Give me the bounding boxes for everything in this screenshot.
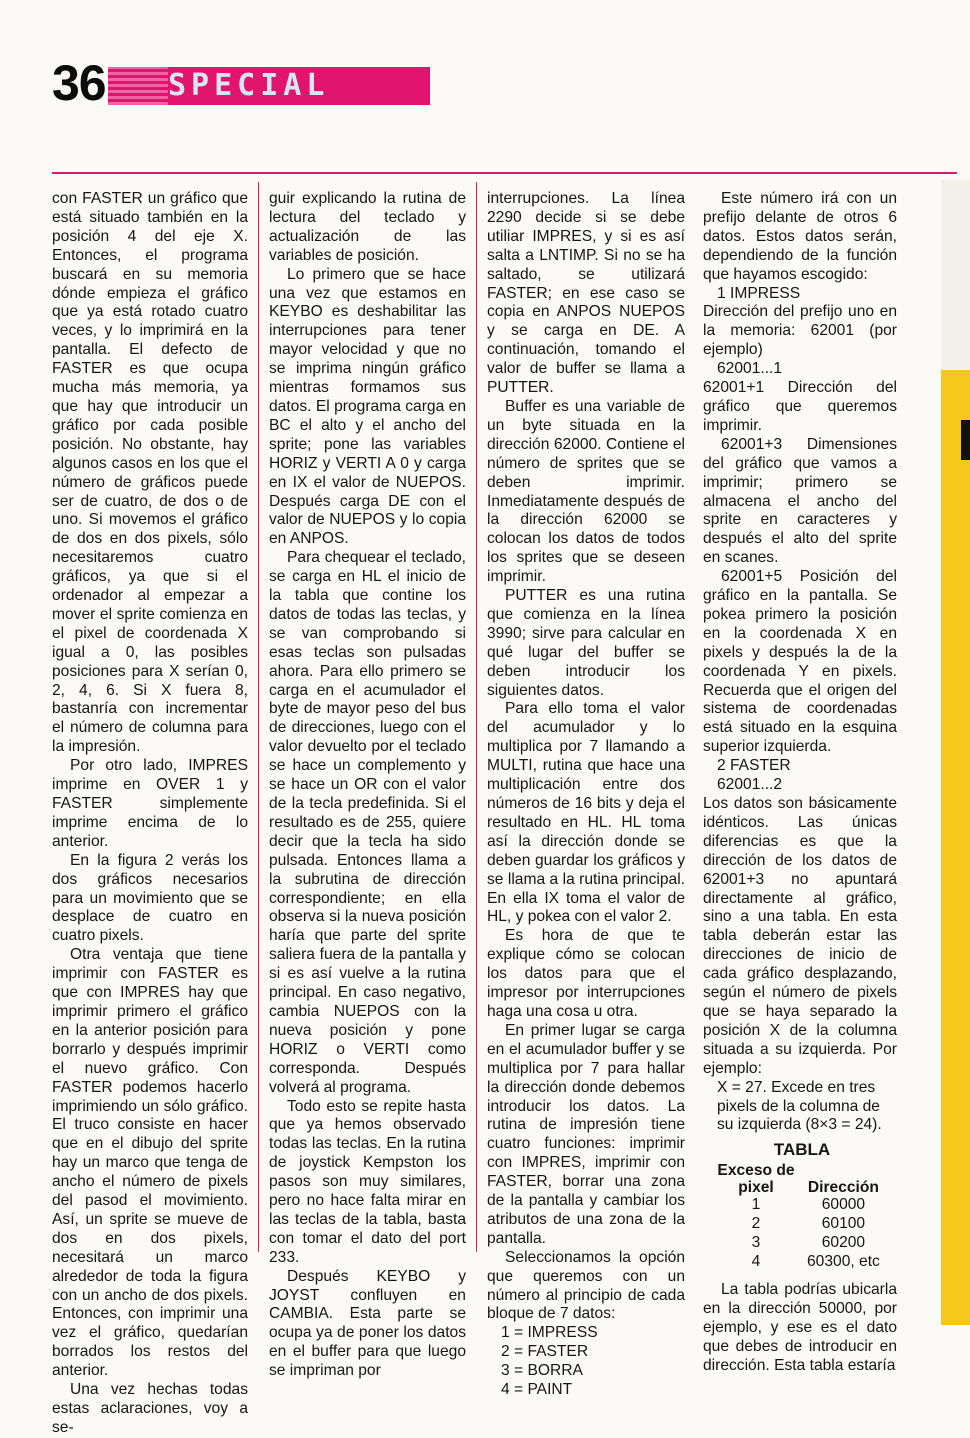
example-line: X = 27. Excede en tres pixels de la columna de su izquierda (8×3 = 24).	[717, 1078, 882, 1134]
paragraph: Para ello toma el valor del acumulador y lo multiplica por 7 llamando a MULTI, rutina que hace una multiplicación entre dos números de 16 bits y deja el resultado en HL. HL toma así la dirección donde se deben guardar los gráficos y se llama a la rutina principal. En ella IX toma el valor de HL, y pokea con el valor 2.	[487, 700, 685, 926]
paragraph: 62001+3 Dimensiones del gráfico que vamos a imprimir; primero se almacena el ancho del sprite en caracteres y después el alto del sprite en scanes.	[703, 435, 897, 567]
option-item: 3 = BORRA	[501, 1362, 583, 1380]
table-row	[717, 1234, 892, 1253]
table-header: Dirección	[807, 1179, 879, 1197]
option-item: 1 = IMPRESS	[501, 1324, 598, 1342]
header-rule	[52, 172, 957, 174]
paragraph: Dirección del prefijo uno en la memoria: 62001 (por ejemplo)	[703, 303, 897, 359]
article-column-4	[703, 190, 897, 1376]
table-cell: 60200	[821, 1233, 866, 1251]
adjacent-page-edge	[941, 180, 970, 1325]
table-header-row	[717, 1162, 892, 1196]
function-heading: 1 IMPRESS	[717, 284, 801, 302]
paragraph: PUTTER es una rutina que comienza en la línea 3990; sirve para calcular en qué lugar del buffer se deben introducir los siguientes datos.	[487, 587, 685, 699]
option-item: 4 = PAINT	[501, 1381, 573, 1399]
section-banner	[108, 67, 430, 105]
table-cell: 3	[751, 1233, 761, 1251]
table-cell: 1	[751, 1196, 761, 1214]
table-cell: 60100	[821, 1214, 866, 1232]
paragraph: guir explicando la rutina de lectura del teclado y actualización de las variables de posición.	[269, 190, 466, 264]
banner-stripes	[108, 67, 168, 105]
option-item: 2 = FASTER	[501, 1343, 589, 1361]
paragraph: Los datos son básicamente idénticos. Las únicas diferencias es que la dirección de los datos de 62001+3 no apuntará directamente al gráfico, sino a una tabla. En esta tabla deberán estar las direcciones de inicio de cada gráfico desplazando, según el número de pixels que se haya separado la posición X de la columna situada a su izquierda. Por ejemplo:	[703, 795, 897, 1077]
adjacent-page-band	[941, 370, 970, 1325]
paragraph: Para chequear el teclado, se carga en HL el inicio de la tabla que contine los datos de todas las teclas, y se van comprobando si esas teclas son pulsadas ahora. Para ello primero se carga en el acumulador el byte de mayor peso del bus de direcciones, luego con el valor devuelto por el teclado se hace un complemento y se hace un OR con el valor de la tecla predefinida. Si el resultado es de 255, quiere decir que la tecla ha sido pulsada. Entonces llama a la subrutina de dirección correspondiente; en ella observa si la nueva posición haría que parte del sprite saliera fuera de la pantalla y si es así vuelve a la rutina principal. En caso negativo, cambia NUEPOS con la nueva posición y pone HORIZ o VERTI como corresponda. Después volverá al programa.	[269, 549, 466, 1096]
table-row	[717, 1196, 892, 1215]
code-line: 62001...2	[717, 776, 783, 794]
paragraph: Otra ventaja que tiene imprimir con FASTER es que con IMPRES hay que imprimir primero el gráfico en la anterior posición para borrarlo y después imprimir el nuevo gráfico. Con FASTER podemos hacerlo imprimiendo un sólo gráfico. El truco consiste en hacer que en el dibujo del sprite hay un marco que tenga de ancho el número de pixels del pasod el movimiento. Así, un sprite se mueve de dos en dos pixels, necesitará un marco alrededor de toda la figura con un ancho de dos pixels. Entonces, con imprimir una vez el gráfico, quedarían borrados los restos del anterior.	[52, 946, 248, 1380]
table-header: Exceso de pixel	[717, 1162, 795, 1197]
article-column-2	[269, 190, 466, 1381]
paragraph: Este número irá con un prefijo delante de otros 6 datos. Estos datos serán, dependiendo de la función que hayamos escogido:	[703, 190, 897, 283]
code-line: 62001...1	[717, 360, 783, 378]
article-column-3	[487, 190, 685, 1400]
paragraph: Es hora de que te explique cómo se colocan los datos para que el impresor por interrupciones haga una cosa u otra.	[487, 927, 685, 1020]
paragraph: Buffer es una variable de un byte situada en la dirección 62000. Contiene el número de sprites que se deben imprimir. Inmediatamente después de la dirección 62000 se colocan los datos de todos los sprites que se deseen imprimir.	[487, 397, 685, 586]
table-cell: 60300, etc	[807, 1252, 880, 1270]
paragraph: con FASTER un gráfico que está situado también en la posición 4 del eje X. Entonces, el programa buscará en su memoria dónde empieza el gráfico que ya está rotado cuatro veces, y lo imprimirá en la pantalla. El defecto de FASTER es que ocupa mucha más memoria, ya que hay que introducir un gráfico por cada posible posición. No obstante, hay algunos casos en los que el número de gráficos puede ser de cuatro, de dos o de uno. Si movemos el gráfico de dos en dos pixels, sólo necesitaremos cuatro gráficos, ya que si el ordenador al empezar a mover el sprite comienza en el pixel de coordenada X igual a 0, las posibles posiciones para X serían 0, 2, 4, 6. Si X fuera 8, bastanría con incrementar el número de columna para la impresión.	[52, 190, 248, 756]
column-rule	[476, 182, 477, 1252]
paragraph: En la figura 2 verás los dos gráficos necesarios para un movimiento que se desplace de cuatro en cuatro pixels.	[52, 851, 248, 945]
table-title: TABLA	[773, 1140, 831, 1160]
table	[717, 1162, 892, 1271]
section-title: SPECIAL	[168, 68, 330, 103]
paragraph: La tabla podrías ubicarla en la dirección 50000, por ejemplo, y ese es el dato que debes de introducir en dirección. Esta tabla estaría	[703, 1281, 897, 1374]
table-cell: 60000	[821, 1196, 866, 1214]
paragraph: Una vez hechas todas estas aclaraciones, voy a se-	[52, 1381, 248, 1436]
paragraph: En primer lugar se carga en el acumulador buffer y se multiplica por 7 para hallar la dirección donde debemos introducir los datos. La rutina de impresión tiene cuatro funciones: imprimir con IMPRES, imprimir con FASTER, borrar una zona de la pantalla y cambiar los atributos de una zona de la pantalla.	[487, 1021, 685, 1247]
paragraph: 62001+5 Posición del gráfico en la pantalla. Se pokea primero la posición en la coordenada X en pixels y después la de la coordenada Y en pixels. Recuerda que el origen del sistema de coordenadas está situado en la esquina superior izquierda.	[703, 568, 897, 756]
table-row	[717, 1253, 892, 1272]
paragraph: Todo esto se repite hasta que ya hemos observado todas las teclas. En la rutina de joystick Kempston los pasos son muy similares, pero no hace falta mirar en las teclas de la tabla, basta con tomar el dato del port 233.	[269, 1097, 466, 1266]
paragraph: Por otro lado, IMPRES imprime en OVER 1 y FASTER simplemente imprime encima de lo anterior.	[52, 757, 248, 850]
page-number: 36	[52, 55, 106, 111]
adjacent-page-block	[961, 420, 970, 460]
article-column-1	[52, 190, 248, 1438]
table-row	[717, 1215, 892, 1234]
table-cell: 2	[751, 1214, 761, 1232]
table-cell: 4	[751, 1252, 761, 1270]
paragraph: Seleccionamos la opción que queremos con un número al principio de cada bloque de 7 datos:	[487, 1248, 685, 1323]
column-rule	[258, 182, 259, 1252]
paragraph: Después KEYBO y JOYST confluyen en CAMBIA. Esta parte se ocupa ya de poner los datos en el buffer para que luego se impriman por	[269, 1267, 466, 1380]
function-heading: 2 FASTER	[717, 757, 791, 775]
paragraph: interrupciones. La línea 2290 decide si se debe utiliar IMPRES, y si es así salta a LNTIMP. Si no se ha saltado, se utilizará FASTER; en ese caso se copia en ANPOS NUEPOS y se carga en DE. A continuación, tomando el valor de buffer se llama a PUTTER.	[487, 190, 685, 397]
address-table	[717, 1141, 897, 1271]
paragraph: Lo primero que se hace una vez que estamos en KEYBO es deshabilitar las interrupciones para tener mayor velocidad y que no se imprima ningún gráfico mientras formamos sus datos. El programa carga en BC el alto y el ancho del sprite; pone las variables HORIZ y VERTI A 0 y carga en IX el valor de NUEPOS. Después carga DE con el valor de NUEPOS y lo copia en ANPOS.	[269, 265, 466, 548]
paragraph: 62001+1 Dirección del gráfico que queremos imprimir.	[703, 379, 897, 434]
